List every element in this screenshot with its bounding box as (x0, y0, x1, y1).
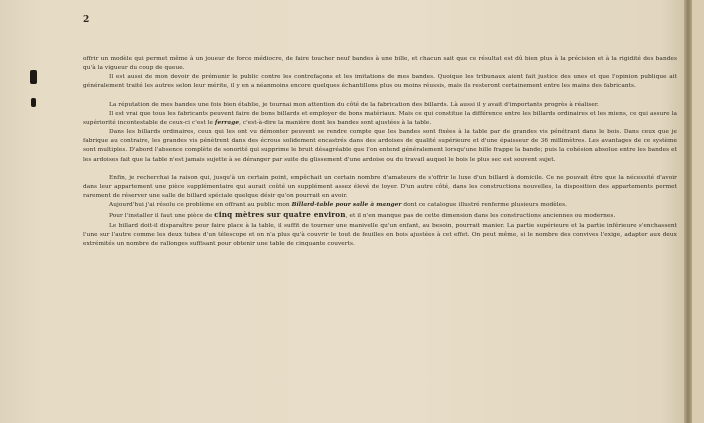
emphasis-text: cinq mètres sur quatre environ (214, 210, 346, 220)
paragraph: Le billard doit-il disparaître pour faire place à la table, il suffit de tourner une manivelle qu'un enfant, au besoin, pourrait manier. La partie supérieure et la partie inférieure s'enchassent l'une sur l'autre comme les deux tubes d'un télescope et on n'a plus qu'à couvrir le tout de feuilles en bois ajustées à cet effet. On peut même, si le nombre des convives l'exige, adapter aux deux extrémités un nombre de rallonges suffisant pour obtenir une table de cinquante couverts. (83, 222, 677, 247)
paragraph: offrir un modèle qui permet même à un joueur de force médiocre, de faire toucher neuf bandes à une bille, et chacun sait que ce résultat est dû bien plus à la précision et à la rigidité des bandes qu'à la vigueur du coup de queue. (83, 56, 677, 72)
paragraph (83, 210, 677, 221)
emphasis-text: Billard-table pour salle à manger (291, 202, 402, 209)
ink-stain-mark (30, 70, 37, 84)
body-text (83, 55, 677, 249)
paragraph-text: Aujourd'hui j'ai résolu ce problème en offrant au public mon (109, 202, 292, 209)
emphasis-text: ferrage (214, 119, 240, 126)
paragraph: Enfin, je recherchai la raison qui, jusqu'à un certain point, empêchait un certain nombre d'amateurs de s'offrir le luxe d'un billard à domicile. Ce ne pouvait être que la nécessité d'avoir dans leur appartement une pièce supplémentaire qui aurait coûté un supplément assez élevé de loyer. D'un autre côté, dans les constructions nouvelles, la disposition des appartements permet rarement de réserver une salle de billard spéciale quelque désir qu'on pourrait en avoir. (83, 174, 677, 200)
paragraph-text: Pour l'installer il faut une pièce de (109, 213, 215, 220)
paragraph-text: , et il n'en manque pas de cette dimension dans les constructions anciennes ou modernes. (345, 213, 616, 220)
paragraph: Dans les billards ordinaires, ceux qui les ont vu démonter peuvent se rendre compte que les bandes sont fixées à la table par de grandes vis pénétrant dans le bois. Dans ceux que je fabrique au contraire, les grandes vis pénètrent dans des écrous solidement encastrés dans des ardoises de qualité supérieure et d'une épaisseur de 36 millimètres. Les avantages de ce système sont multiples. D'abord l'absence complète de sonorité qui supprime le bruit désagréable que l'on entend généralement lorsqu'une bille frappe la bande; puis la cohésion absolue entre les bandes et les ardoises fait que la table n'est jamais sujette à se déranger par suite du glissement d'une ardoise ou du travail auquel le bois le plus sec est souvent sujet. (83, 129, 677, 163)
book-gutter (684, 0, 692, 423)
facing-page-edge (692, 0, 704, 423)
paragraph-text: dont ce catalogue illustré renferme plusieurs modèles. (401, 202, 568, 209)
page-number: 2 (83, 15, 90, 25)
paragraph: La réputation de mes bandes une fois bien établie, je tournai mon attention du côté de la fabrication des billards. Là aussi il y avait d'importants progrès à réaliser. (109, 101, 599, 108)
ink-stain-mark (31, 98, 36, 107)
paragraph-text: , c'est-à-dire la manière dont les bandes sont ajustées à la table. (239, 119, 432, 126)
paragraph: Il est aussi de mon devoir de prémunir le public contre les contrefaçons et les imitations de mes bandes. Quoique les tribunaux aient fait justice des unes et que l'opinion publique ait généralement traité les autres selon leur mérite, il y en a néanmoins encore quelques échantillons plus ou moins réussis, mais ils resteront certainement entre les mains des fabricants. (83, 74, 677, 90)
paragraph-text: Il est vrai que tous les fabricants peuvent faire de bons billards et employer de bons matériaux. Mais ce qui constitue la différence entre les billards ordinaires et les miens, ce qui assure la supériorité incontestable de ceux-ci c'est le (83, 110, 677, 126)
paragraph (83, 201, 677, 210)
paragraph (83, 110, 677, 128)
